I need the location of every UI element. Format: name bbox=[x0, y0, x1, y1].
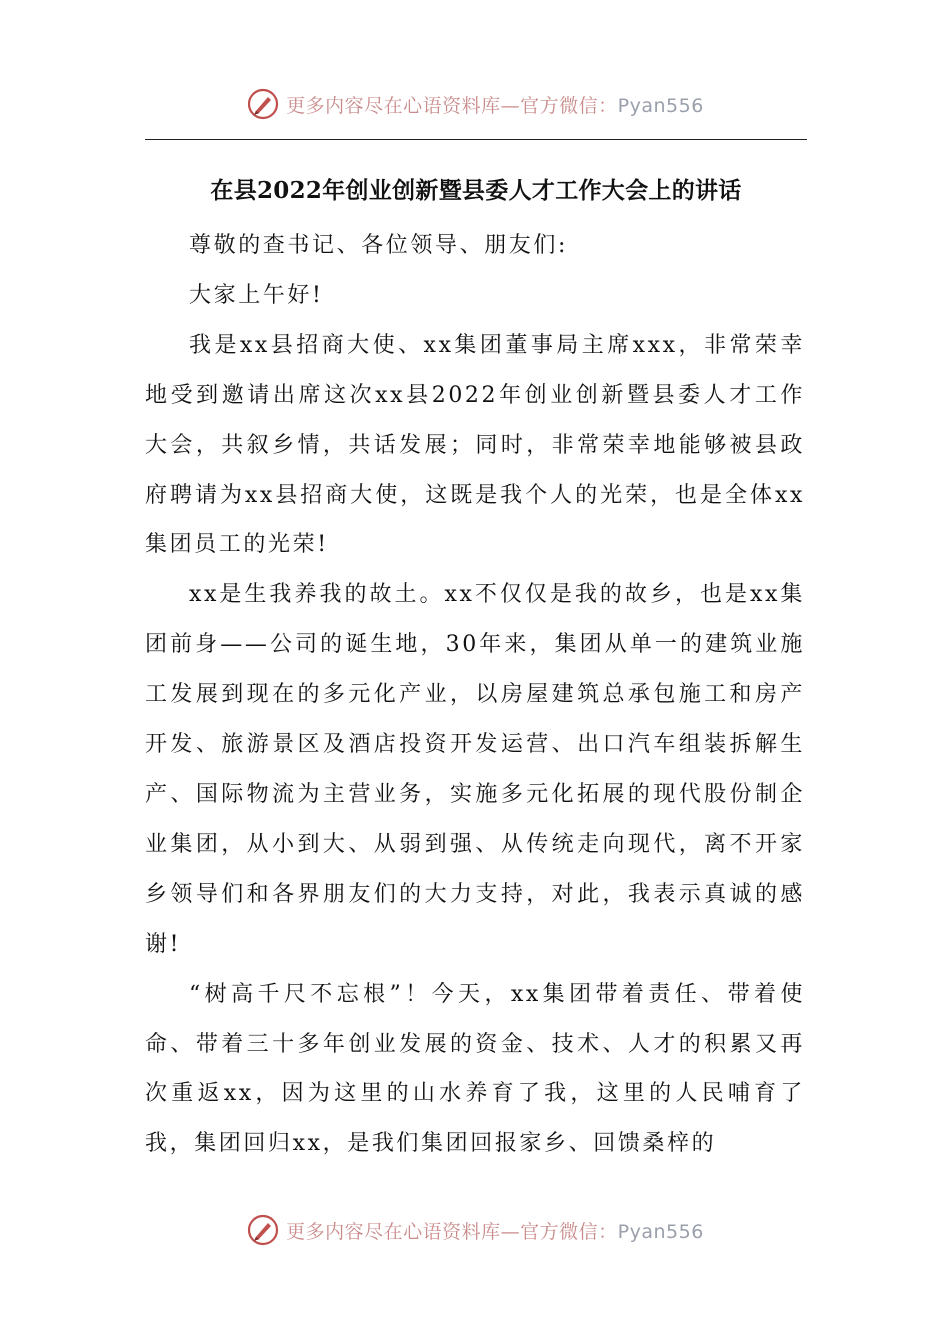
wechat-id: Pyan556 bbox=[617, 94, 704, 117]
banner-label: 更多内容尽在心语资料库—官方微信：Pyan556 bbox=[286, 94, 704, 117]
paragraph: “树高千尺不忘根”！今天，xx集团带着责任、带着使命、带着三十多年创业发展的资金、技术、人才的积累又再次重返xx，因为这里的山水养育了我，这里的人民哺育了我，集团回归xx，是我们集团回报家乡、回馈桑梓的 bbox=[145, 981, 805, 1157]
header-banner bbox=[0, 84, 950, 124]
paragraph: 我是xx县招商大使、xx集团董事局主席xxx，非常荣幸地受到邀请出席这次xx县2022年创业创新暨县委人才工作大会，共叙乡情，共话发展；同时，非常荣幸地能够被县政府聘请为xx县招商大使，这既是我个人的光荣，也是全体xx集团员工的光荣! bbox=[145, 332, 805, 558]
pen-logo-icon bbox=[246, 87, 280, 121]
document-title: 在县2022年创业创新暨县委人才工作大会上的讲话 bbox=[210, 177, 742, 204]
greeting: 大家上午好! bbox=[189, 282, 324, 308]
wechat-id: Pyan556 bbox=[617, 1220, 704, 1243]
salutation: 尊敬的查书记、各位领导、朋友们: bbox=[189, 233, 569, 258]
paragraph: xx是生我养我的故土。xx不仅仅是我的故乡，也是xx集团前身——公司的诞生地，30年来，集团从单一的建筑业施工发展到现在的多元化产业，以房屋建筑总承包施工和房产开发、旅游景区及酒店投资开发运营、出口汽车组装拆解生产、国际物流为主营业务，实施多元化拓展的现代股份制企业集团，从小到大、从弱到强、从传统走向现代，离不开家乡领导们和各界朋友们的大力支持，对此，我表示真诚的感谢! bbox=[145, 582, 805, 957]
banner-label: 更多内容尽在心语资料库—官方微信：Pyan556 bbox=[286, 1220, 704, 1243]
footer-banner bbox=[0, 1210, 950, 1250]
header-divider bbox=[145, 139, 807, 140]
document-body bbox=[145, 221, 805, 1169]
pen-logo-icon bbox=[246, 1213, 280, 1247]
